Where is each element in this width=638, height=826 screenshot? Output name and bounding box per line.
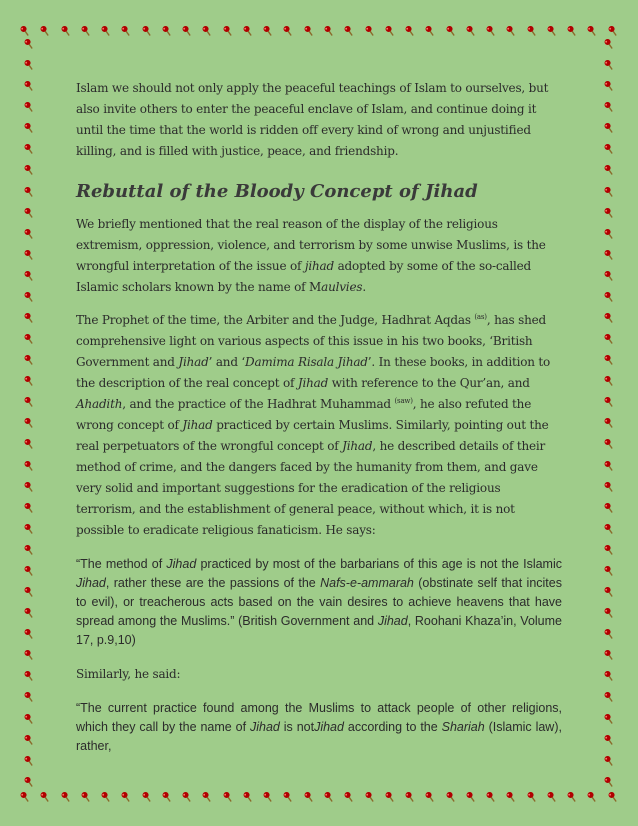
pushpin-icon <box>283 791 293 803</box>
pushpin-icon <box>24 375 34 387</box>
pushpin-icon <box>604 607 614 619</box>
paragraph-prophet: The Prophet of the time, the Arbiter and the Judge, Hadhrat Aqdas $^{(as)}$, has shed comprehensive light on various aspects of this issue in his two books, ‘British Government and Jihad’ and ‘Damima Risala Jihad’. In these books, in addition to the description of the real concept of Jihad with reference to the Qur’an, and Ahadith, and the practice of the Hadhrat Muhammad $^{(saw)}$, he also refuted the wrong concept of Jihad practiced by certain Muslims. Similarly, pointing out the real perpetuators of the wrongful concept of Jihad, he described details of their method of crime, and the dangers faced by the humanity from them, and gave very solid and important suggestions for the eradication of the religious terrorism, and the establishment of general peace, without which, it is not possible to eradicate religious fanaticism. He says: <box>76 313 551 537</box>
pushpin-icon <box>24 691 34 703</box>
decorative-border-right <box>602 38 616 788</box>
pushpin-icon <box>604 59 614 71</box>
quote-current-practice: “The current practice found among the Muslims to attack people of other religions, which they call by the name of Jihad is notJihad according to the Shariah (Islamic law), rather, <box>76 701 562 753</box>
pushpin-icon <box>344 791 354 803</box>
pushpin-icon <box>202 791 212 803</box>
quote-method: “The method of Jihad practiced by most of the barbarians of this age is not the Islamic Jihad, rather these are the passions of the Nafs-e-ammarah (obstinate self that incites to evil), or treacherous acts based on the vain desires to achieve heavens that have spread among the Muslims.” (British Government and Jihad, Roohani Khaza’in, Volume 17, p.9,10) <box>76 557 562 647</box>
pushpin-icon <box>24 776 34 788</box>
pushpin-icon <box>121 25 131 37</box>
pushpin-icon <box>405 25 415 37</box>
pushpin-icon <box>24 312 34 324</box>
pushpin-icon <box>466 25 476 37</box>
pushpin-icon <box>324 791 334 803</box>
pushpin-icon <box>24 649 34 661</box>
pushpin-icon <box>466 791 476 803</box>
pushpin-icon <box>604 396 614 408</box>
pushpin-icon <box>24 249 34 261</box>
pushpin-icon <box>604 228 614 240</box>
pushpin-icon <box>604 312 614 324</box>
pushpin-icon <box>604 354 614 366</box>
pushpin-icon <box>604 122 614 134</box>
pushpin-icon <box>446 25 456 37</box>
pushpin-icon <box>604 649 614 661</box>
pushpin-icon <box>604 270 614 282</box>
pushpin-icon <box>604 734 614 746</box>
pushpin-icon <box>604 755 614 767</box>
pushpin-icon <box>604 375 614 387</box>
page-content <box>76 78 562 756</box>
pushpin-icon <box>324 25 334 37</box>
pushpin-icon <box>587 791 597 803</box>
pushpin-icon <box>162 25 172 37</box>
pushpin-icon <box>24 438 34 450</box>
pushpin-icon <box>20 25 30 37</box>
pushpin-icon <box>24 417 34 429</box>
pushpin-icon <box>604 438 614 450</box>
pushpin-icon <box>24 460 34 472</box>
pushpin-icon <box>40 25 50 37</box>
pushpin-icon <box>604 143 614 155</box>
pushpin-icon <box>24 270 34 282</box>
pushpin-icon <box>202 25 212 37</box>
pushpin-icon <box>344 25 354 37</box>
pushpin-icon <box>425 25 435 37</box>
pushpin-icon <box>385 25 395 37</box>
pushpin-icon <box>604 670 614 682</box>
pushpin-icon <box>587 25 597 37</box>
pushpin-icon <box>527 25 537 37</box>
pushpin-icon <box>24 354 34 366</box>
pushpin-icon <box>24 80 34 92</box>
pushpin-icon <box>24 38 34 50</box>
pushpin-icon <box>283 25 293 37</box>
pushpin-icon <box>604 502 614 514</box>
pushpin-icon <box>446 791 456 803</box>
pushpin-icon <box>24 122 34 134</box>
pushpin-icon <box>506 791 516 803</box>
pushpin-icon <box>24 544 34 556</box>
section-heading: Rebuttal of the Bloody Concept of Jihad <box>76 181 478 202</box>
pushpin-icon <box>527 791 537 803</box>
pushpin-icon <box>40 791 50 803</box>
pushpin-icon <box>304 25 314 37</box>
pushpin-icon <box>24 607 34 619</box>
pushpin-icon <box>604 481 614 493</box>
pushpin-icon <box>604 417 614 429</box>
pushpin-icon <box>24 101 34 113</box>
decorative-border-top <box>20 24 618 38</box>
pushpin-icon <box>24 186 34 198</box>
pushpin-icon <box>24 586 34 598</box>
pushpin-icon <box>486 791 496 803</box>
pushpin-icon <box>604 565 614 577</box>
pushpin-icon <box>604 249 614 261</box>
pushpin-icon <box>24 143 34 155</box>
pushpin-icon <box>405 791 415 803</box>
pushpin-icon <box>604 460 614 472</box>
pushpin-icon <box>61 25 71 37</box>
pushpin-icon <box>24 670 34 682</box>
pushpin-icon <box>604 776 614 788</box>
pushpin-icon <box>604 586 614 598</box>
pushpin-icon <box>604 628 614 640</box>
pushpin-icon <box>604 333 614 345</box>
pushpin-icon <box>263 791 273 803</box>
pushpin-icon <box>24 755 34 767</box>
pushpin-icon <box>604 207 614 219</box>
pushpin-icon <box>506 25 516 37</box>
pushpin-icon <box>604 186 614 198</box>
pushpin-icon <box>604 291 614 303</box>
pushpin-icon <box>81 25 91 37</box>
pushpin-icon <box>24 396 34 408</box>
pushpin-icon <box>365 791 375 803</box>
pushpin-icon <box>304 791 314 803</box>
pushpin-icon <box>243 791 253 803</box>
pushpin-icon <box>547 791 557 803</box>
pushpin-icon <box>24 228 34 240</box>
pushpin-icon <box>142 25 152 37</box>
pushpin-icon <box>425 791 435 803</box>
pushpin-icon <box>24 523 34 535</box>
paragraph-mentioned: We briefly mentioned that the real reason of the display of the religious extremism, oppression, violence, and terrorism by some unwise Muslims, is the wrongful interpretation of the issue of jihad adopted by some of the so-called Islamic scholars known by the name of Maulvies. <box>76 217 546 294</box>
pushpin-icon <box>547 25 557 37</box>
pushpin-icon <box>81 791 91 803</box>
pushpin-icon <box>567 25 577 37</box>
paragraph-intro: Islam we should not only apply the peaceful teachings of Islam to ourselves, but also invite others to enter the peaceful enclave of Islam, and continue doing it until the time that the world is ridden off every kind of wrong and unjustified killing, and is filled with justice, peace, and friendship. <box>76 81 549 158</box>
pushpin-icon <box>182 791 192 803</box>
pushpin-icon <box>24 207 34 219</box>
pushpin-icon <box>61 791 71 803</box>
decorative-border-bottom <box>20 790 618 804</box>
pushpin-icon <box>20 791 30 803</box>
pushpin-icon <box>162 791 172 803</box>
pushpin-icon <box>604 101 614 113</box>
pushpin-icon <box>608 25 618 37</box>
pushpin-icon <box>24 59 34 71</box>
pushpin-icon <box>142 791 152 803</box>
pushpin-icon <box>365 25 375 37</box>
pushpin-icon <box>24 502 34 514</box>
pushpin-icon <box>223 25 233 37</box>
pushpin-icon <box>243 25 253 37</box>
pushpin-icon <box>101 791 111 803</box>
pushpin-icon <box>24 164 34 176</box>
paragraph-similarly: Similarly, he said: <box>76 667 181 681</box>
pushpin-icon <box>604 38 614 50</box>
pushpin-icon <box>24 291 34 303</box>
pushpin-icon <box>567 791 577 803</box>
pushpin-icon <box>121 791 131 803</box>
pushpin-icon <box>24 333 34 345</box>
pushpin-icon <box>24 713 34 725</box>
pushpin-icon <box>24 734 34 746</box>
pushpin-icon <box>101 25 111 37</box>
pushpin-icon <box>24 628 34 640</box>
pushpin-icon <box>604 691 614 703</box>
pushpin-icon <box>604 713 614 725</box>
pushpin-icon <box>604 544 614 556</box>
pushpin-icon <box>263 25 273 37</box>
pushpin-icon <box>604 523 614 535</box>
pushpin-icon <box>182 25 192 37</box>
pushpin-icon <box>486 25 496 37</box>
pushpin-icon <box>604 80 614 92</box>
decorative-border-left <box>22 38 36 788</box>
pushpin-icon <box>604 164 614 176</box>
pushpin-icon <box>24 481 34 493</box>
pushpin-icon <box>24 565 34 577</box>
pushpin-icon <box>608 791 618 803</box>
pushpin-icon <box>223 791 233 803</box>
pushpin-icon <box>385 791 395 803</box>
